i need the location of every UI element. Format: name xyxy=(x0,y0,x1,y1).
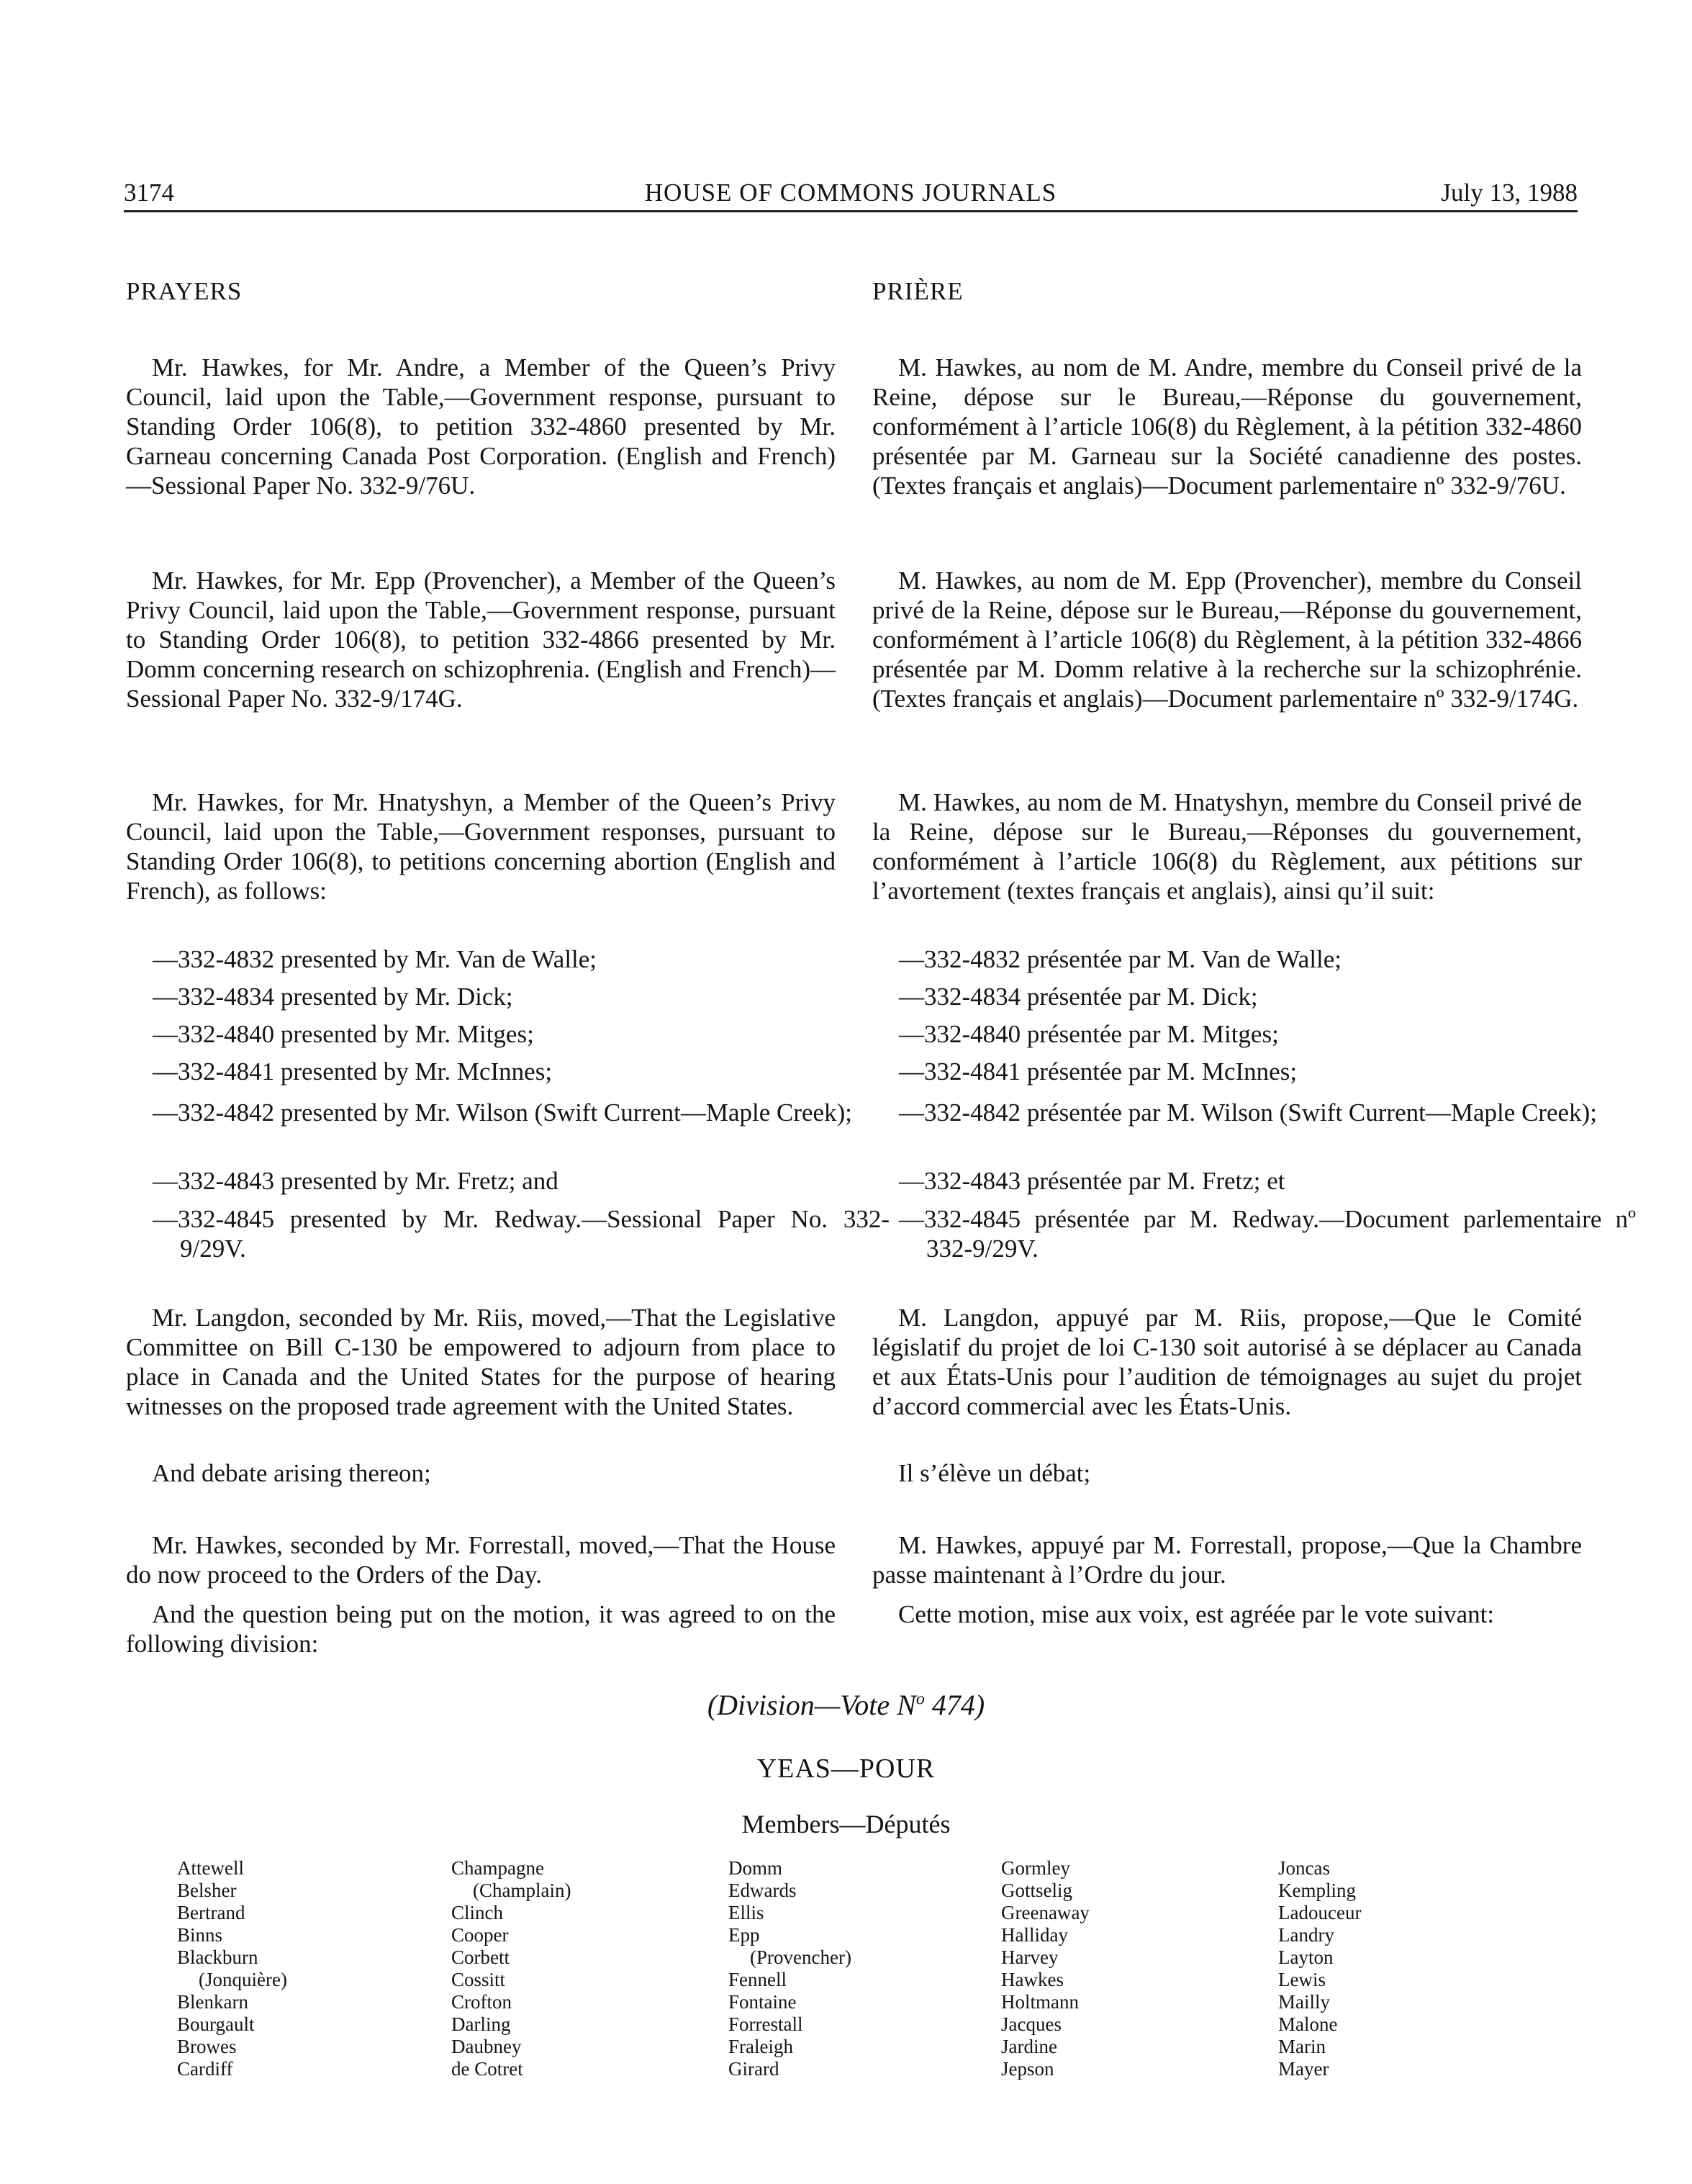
member-name: Belsher xyxy=(177,1880,237,1901)
member-name: Bourgault xyxy=(177,2013,255,2035)
member-name: Marin xyxy=(1278,2036,1326,2057)
member-name: Daubney xyxy=(451,2036,522,2057)
names-column-4 xyxy=(1001,1857,1275,2080)
member-name: Fontaine xyxy=(728,1991,797,2013)
english-list-item: —332-4832 presented by Mr. Van de Walle; xyxy=(153,945,597,973)
english-list-item: —332-4843 presented by Mr. Fretz; and xyxy=(153,1167,558,1195)
english-paragraph-4: Mr. Langdon, seconded by Mr. Riis, moved,—That the Legislative Committee on Bill C-130 be empowered to adjourn from place to place in Canada and the United States for the purpose of hearing witnesses on the proposed trade agreement with the United States. xyxy=(126,1304,836,1420)
english-paragraph-5: And debate arising thereon; xyxy=(152,1459,431,1487)
french-list-item: —332-4832 présentée par M. Van de Walle; xyxy=(899,945,1342,973)
member-name: Edwards xyxy=(728,1880,797,1901)
journal-title: HOUSE OF COMMONS JOURNALS xyxy=(644,179,1057,207)
english-paragraph-1: Mr. Hawkes, for Mr. Andre, a Member of the Queen’s Privy Council, laid upon the Table,—Government response, pursuant to Standing Order 106(8), to petition 332-4860 presented by Mr. Garneau concerning Canada Post Corporation. (English and French)—Sessional Paper No. 332-9/76U. xyxy=(126,353,836,500)
english-paragraph-6: Mr. Hawkes, seconded by Mr. Forrestall, moved,—That the House do now proceed to the Orders of the Day. xyxy=(126,1531,836,1589)
french-paragraph-4: M. Langdon, appuyé par M. Riis, propose,—Que le Comité législatif du projet de loi C-130 soit autorisé à se déplacer au Canada et aux États-Unis pour l’audition de témoignages au sujet du projet d’accord commercial avec les États-Unis. xyxy=(872,1304,1582,1420)
member-name: Cardiff xyxy=(177,2058,233,2080)
member-name: Mayer xyxy=(1278,2058,1329,2080)
member-name: Kempling xyxy=(1278,1880,1356,1901)
member-name: Attewell xyxy=(177,1857,244,1879)
english-paragraph-2: Mr. Hawkes, for Mr. Epp (Provencher), a Member of the Queen’s Privy Council, laid upon the Table,—Government response, pursuant to Standing Order 106(8), to petition 332-4866 presented by Mr. Domm concerning research on schizophrenia. (English and French)—Sessional Paper No. 332-9/174G. xyxy=(126,567,836,713)
english-list-item: —332-4842 presented by Mr. Wilson (Swift Current—Maple Creek); xyxy=(153,1098,852,1127)
division-title xyxy=(0,1688,1692,1722)
member-name: Joncas xyxy=(1278,1857,1330,1879)
names-column-1 xyxy=(177,1857,451,2080)
member-name: Harvey xyxy=(1001,1946,1059,1968)
english-list-item: —332-4841 presented by Mr. McInnes; xyxy=(153,1057,553,1086)
member-name: Hawkes xyxy=(1001,1969,1064,1990)
french-list-item: —332-4841 présentée par M. McInnes; xyxy=(899,1057,1298,1086)
member-name: Lewis xyxy=(1278,1969,1326,1990)
member-name: Browes xyxy=(177,2036,237,2057)
member-name: Landry xyxy=(1278,1924,1334,1946)
member-name: (Provencher) xyxy=(750,1946,851,1968)
french-list-item: —332-4843 présentée par M. Fretz; et xyxy=(899,1167,1285,1195)
member-name: Halliday xyxy=(1001,1924,1068,1946)
english-list-item: —332-4834 presented by Mr. Dick; xyxy=(153,983,513,1011)
member-name: Layton xyxy=(1278,1946,1334,1968)
member-name: Fraleigh xyxy=(728,2036,793,2057)
french-list-item: —332-4845 présentée par M. Redway.—Document parlementaire nº 332-9/29V. xyxy=(899,1205,1636,1263)
yeas-heading: YEAS—POUR xyxy=(756,1754,936,1784)
member-name: Gottselig xyxy=(1001,1880,1072,1901)
member-name: (Jonquière) xyxy=(199,1969,287,1990)
french-list-item: —332-4842 présentée par M. Wilson (Swift Current—Maple Creek); xyxy=(899,1098,1597,1127)
names-column-5 xyxy=(1278,1857,1552,2080)
member-name: Champagne xyxy=(451,1857,544,1879)
member-name: Binns xyxy=(177,1924,223,1946)
member-name: Epp xyxy=(728,1924,760,1946)
division-title-suffix: 474) xyxy=(924,1689,985,1721)
member-name: Holtmann xyxy=(1001,1991,1079,2013)
member-name: Ladouceur xyxy=(1278,1902,1362,1923)
member-name: Girard xyxy=(728,2058,779,2080)
member-name: Greenaway xyxy=(1001,1902,1090,1923)
member-name: Domm xyxy=(728,1857,783,1879)
member-name: Corbett xyxy=(451,1946,510,1968)
member-name: Jardine xyxy=(1001,2036,1057,2057)
french-paragraph-1: M. Hawkes, au nom de M. Andre, membre du Conseil privé de la Reine, dépose sur le Bureau,—Réponse du gouvernement, conformément à l’article 106(8) du Règlement, à la pétition 332-4860 présentée par M. Garneau sur la Société canadienne des postes. (Textes français et anglais)—Document parlementaire nº 332-9/76U. xyxy=(872,353,1582,500)
member-name: (Champlain) xyxy=(473,1880,571,1901)
french-paragraph-5: Il s’élève un débat; xyxy=(898,1459,1091,1487)
prayers-heading: PRAYERS xyxy=(126,277,243,305)
french-paragraph-6: M. Hawkes, appuyé par M. Forrestall, propose,—Que la Chambre passe maintenant à l’Ordre du jour. xyxy=(872,1531,1582,1589)
member-name: Mailly xyxy=(1278,1991,1330,2013)
member-name: Malone xyxy=(1278,2013,1338,2035)
names-column-2 xyxy=(451,1857,725,2080)
member-name: Fennell xyxy=(728,1969,787,1990)
member-name: Ellis xyxy=(728,1902,764,1923)
english-paragraph-3: Mr. Hawkes, for Mr. Hnatyshyn, a Member of the Queen’s Privy Council, laid upon the Table,—Government responses, pursuant to Standing Order 106(8), to petitions concerning abortion (English and French), as follows: xyxy=(126,788,836,905)
names-column-3 xyxy=(728,1857,1002,2080)
member-name: Cooper xyxy=(451,1924,509,1946)
member-name: Cossitt xyxy=(451,1969,506,1990)
division-title-sup: o xyxy=(915,1689,925,1709)
french-list-item: —332-4834 présentée par M. Dick; xyxy=(899,983,1258,1011)
english-list-item: —332-4840 presented by Mr. Mitges; xyxy=(153,1020,534,1048)
member-name: Crofton xyxy=(451,1991,512,2013)
member-name: Blenkarn xyxy=(177,1991,248,2013)
english-paragraph-7: And the question being put on the motion, it was agreed to on the following division: xyxy=(126,1600,836,1658)
member-name: Gormley xyxy=(1001,1857,1070,1879)
french-paragraph-7: Cette motion, mise aux voix, est agréée par le vote suivant: xyxy=(898,1600,1495,1628)
running-head xyxy=(124,176,1578,212)
journal-date: July 13, 1988 xyxy=(1441,179,1578,207)
members-heading: Members—Députés xyxy=(741,1810,951,1838)
member-name: Clinch xyxy=(451,1902,503,1923)
member-name: Bertrand xyxy=(177,1902,245,1923)
member-name: Forrestall xyxy=(728,2013,803,2035)
member-name: Jepson xyxy=(1001,2058,1054,2080)
member-name: Darling xyxy=(451,2013,511,2035)
member-name: Blackburn xyxy=(177,1946,258,1968)
french-paragraph-3: M. Hawkes, au nom de M. Hnatyshyn, membre du Conseil privé de la Reine, dépose sur le Bureau,—Réponses du gouvernement, conformément à l’article 106(8) du Règlement, aux pétitions sur l’avortement (textes français et anglais), ainsi qu’il suit: xyxy=(872,788,1582,905)
french-paragraph-2: M. Hawkes, au nom de M. Epp (Provencher), membre du Conseil privé de la Reine, dépose sur le Bureau,—Réponse du gouvernement, conformément à l’article 106(8) du Règlement, à la pétition 332-4866 présentée par M. Domm relative à la recherche sur la schizophrénie. (Textes français et anglais)—Document parlementaire nº 332-9/174G. xyxy=(872,567,1582,713)
english-list-item: —332-4845 presented by Mr. Redway.—Sessional Paper No. 332-9/29V. xyxy=(153,1205,890,1263)
division-title-prefix: (Division—Vote N xyxy=(707,1689,916,1721)
french-list-item: —332-4840 présentée par M. Mitges; xyxy=(899,1020,1279,1048)
member-name: Jacques xyxy=(1001,2013,1062,2035)
member-name: de Cotret xyxy=(451,2058,523,2080)
priere-heading: PRIÈRE xyxy=(872,277,964,305)
page-number: 3174 xyxy=(124,179,174,207)
